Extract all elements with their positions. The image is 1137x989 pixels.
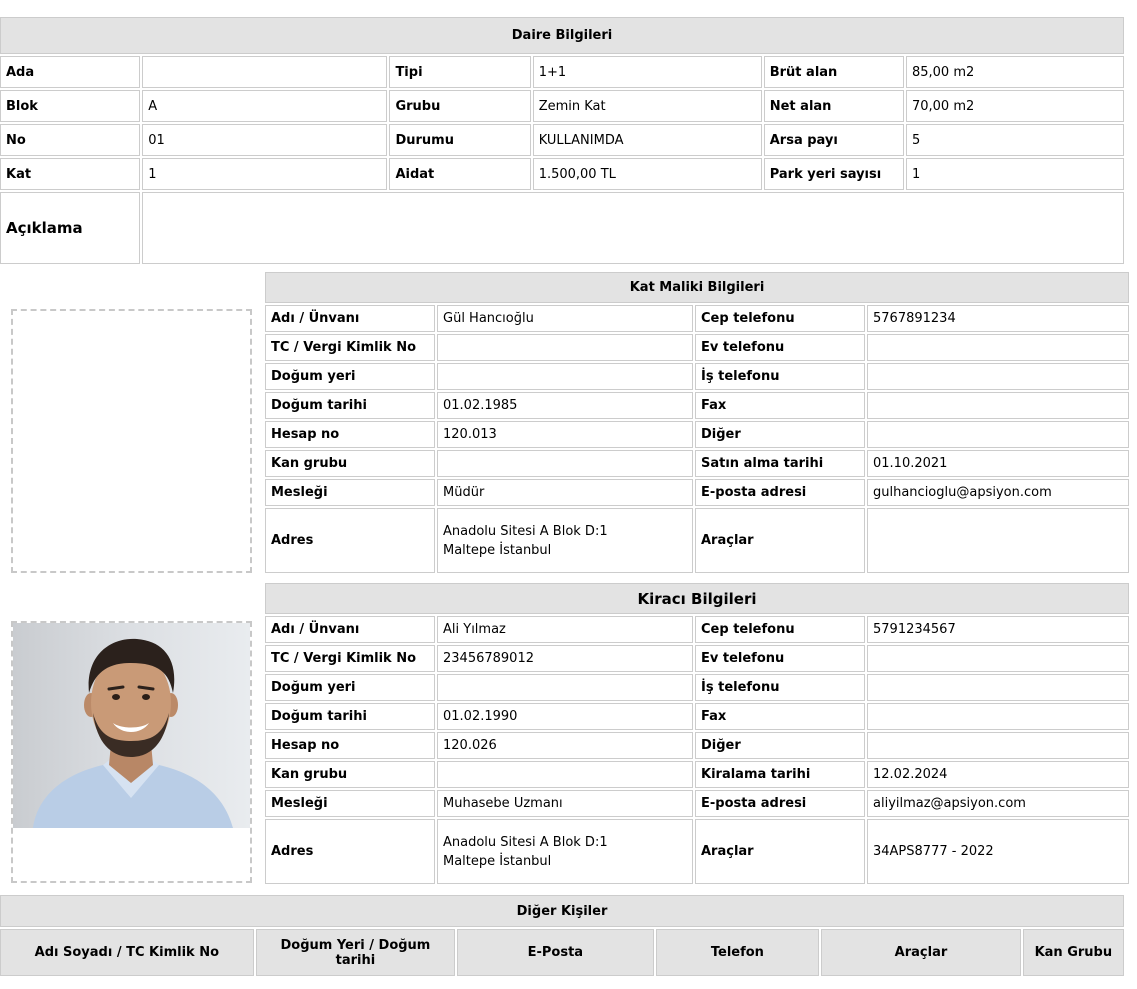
tenant-label: Adı / Ünvanı [265,616,435,643]
tenant-row [265,732,1129,759]
tenant-value [867,732,1129,759]
owner-row [265,305,1129,332]
owner-vehicles-label: Araçlar [695,508,865,573]
owner-value [437,334,693,361]
owner-address-row [265,508,1129,573]
owner-label: Fax [695,392,865,419]
tenant-row [265,761,1129,788]
owner-value: Gül Hancıoğlu [437,305,693,332]
apartment-label: Brüt alan [764,56,904,88]
tenant-vehicles-label: Araçlar [695,819,865,884]
apartment-value: 5 [906,124,1124,156]
apartment-description-row [0,192,1124,264]
apartment-row [0,56,1124,88]
owner-label: Satın alma tarihi [695,450,865,477]
owner-label: Kan grubu [265,450,435,477]
tenant-address-value [437,819,693,884]
owner-value: 120.013 [437,421,693,448]
tenant-label: E-posta adresi [695,790,865,817]
tenant-value [437,761,693,788]
apartment-label: Tipi [389,56,530,88]
column-header: Telefon [656,929,820,976]
apartment-label: Kat [0,158,140,190]
owner-label: Adı / Ünvanı [265,305,435,332]
owner-value: 01.02.1985 [437,392,693,419]
apartment-value: KULLANIMDA [533,124,762,156]
apartment-value: 1.500,00 TL [533,158,762,190]
tenant-label: Doğum yeri [265,674,435,701]
owner-row [265,392,1129,419]
tenant-value: 5791234567 [867,616,1129,643]
owner-value: Müdür [437,479,693,506]
tenant-address-line: Anadolu Sitesi A Blok D:1 [443,834,608,850]
owner-row [265,450,1129,477]
owner-label: Diğer [695,421,865,448]
tenant-value: Ali Yılmaz [437,616,693,643]
owner-label: İş telefonu [695,363,865,390]
owner-row [265,363,1129,390]
owner-label: Ev telefonu [695,334,865,361]
apartment-row [0,124,1124,156]
owner-label: Doğum yeri [265,363,435,390]
apartment-value: 1+1 [533,56,762,88]
apartment-label: Arsa payı [764,124,904,156]
owner-value: 01.10.2021 [867,450,1129,477]
owner-value [867,334,1129,361]
owner-row [265,421,1129,448]
tenant-label: Mesleği [265,790,435,817]
apartment-label: Ada [0,56,140,88]
tenant-row [265,703,1129,730]
tenant-label: Diğer [695,732,865,759]
column-header: Kan Grubu [1023,929,1124,976]
owner-label: E-posta adresi [695,479,865,506]
tenant-info-title: Kiracı Bilgileri [265,583,1129,614]
apartment-label: Aidat [389,158,530,190]
tenant-row [265,790,1129,817]
tenant-photo [11,621,252,883]
apartment-value: Zemin Kat [533,90,762,122]
tenant-label: Ev telefonu [695,645,865,672]
owner-label: TC / Vergi Kimlik No [265,334,435,361]
tenant-email: aliyilmaz@apsiyon.com [867,790,1129,817]
owner-label: Doğum tarihi [265,392,435,419]
tenant-value: 120.026 [437,732,693,759]
owner-label: Hesap no [265,421,435,448]
owner-address-value [437,508,693,573]
apartment-row [0,90,1124,122]
apartment-value: 1 [906,158,1124,190]
tenant-label: Kiralama tarihi [695,761,865,788]
tenant-value [867,703,1129,730]
apartment-label: Net alan [764,90,904,122]
owner-label: Cep telefonu [695,305,865,332]
apartment-label: No [0,124,140,156]
tenant-address-label: Adres [265,819,435,884]
other-people-header-row [0,929,1124,976]
owner-value [867,421,1129,448]
tenant-info-table [263,581,1131,886]
apartment-label: Blok [0,90,140,122]
owner-email: gulhancioglu@apsiyon.com [867,479,1129,506]
owner-value [867,363,1129,390]
apartment-label: Grubu [389,90,530,122]
apartment-value [142,56,387,88]
tenant-label: Hesap no [265,732,435,759]
apartment-label: Durumu [389,124,530,156]
tenant-label: Kan grubu [265,761,435,788]
column-header: Araçlar [821,929,1020,976]
apartment-value: 85,00 m2 [906,56,1124,88]
other-people-title: Diğer Kişiler [0,895,1124,927]
tenant-value: 01.02.1990 [437,703,693,730]
owner-row [265,334,1129,361]
apartment-value: 70,00 m2 [906,90,1124,122]
tenant-value [867,645,1129,672]
apartment-value: 01 [142,124,387,156]
tenant-value: 12.02.2024 [867,761,1129,788]
owner-info-title: Kat Maliki Bilgileri [265,272,1129,303]
owner-label: Mesleği [265,479,435,506]
column-header: E-Posta [457,929,653,976]
tenant-label: Doğum tarihi [265,703,435,730]
owner-info-table [263,270,1131,575]
apartment-label: Park yeri sayısı [764,158,904,190]
column-header: Doğum Yeri / Doğum tarihi [256,929,455,976]
tenant-value: 23456789012 [437,645,693,672]
owner-value: 5767891234 [867,305,1129,332]
tenant-portrait-image [13,623,250,881]
owner-photo-placeholder [11,309,252,573]
tenant-value [437,674,693,701]
tenant-row [265,674,1129,701]
tenant-label: TC / Vergi Kimlik No [265,645,435,672]
tenant-label: Fax [695,703,865,730]
owner-address-line: Maltepe İstanbul [443,542,552,558]
other-people-table [0,893,1126,978]
owner-value [437,363,693,390]
tenant-address-row [265,819,1129,884]
owner-address-label: Adres [265,508,435,573]
tenant-address-line: Maltepe İstanbul [443,853,552,869]
tenant-value: Muhasebe Uzmanı [437,790,693,817]
apartment-value: A [142,90,387,122]
apartment-value: 1 [142,158,387,190]
owner-address-line: Anadolu Sitesi A Blok D:1 [443,523,608,539]
owner-value [437,450,693,477]
owner-vehicles-value [867,508,1129,573]
description-value [142,192,1124,264]
description-label: Açıklama [0,192,140,264]
tenant-row [265,645,1129,672]
tenant-vehicles-value: 34APS8777 - 2022 [867,819,1129,884]
tenant-label: İş telefonu [695,674,865,701]
owner-row [265,479,1129,506]
owner-value [867,392,1129,419]
apartment-info-table [0,15,1126,266]
apartment-info-title: Daire Bilgileri [0,17,1124,54]
tenant-row [265,616,1129,643]
apartment-row [0,158,1124,190]
column-header: Adı Soyadı / TC Kimlik No [0,929,254,976]
tenant-value [867,674,1129,701]
tenant-label: Cep telefonu [695,616,865,643]
